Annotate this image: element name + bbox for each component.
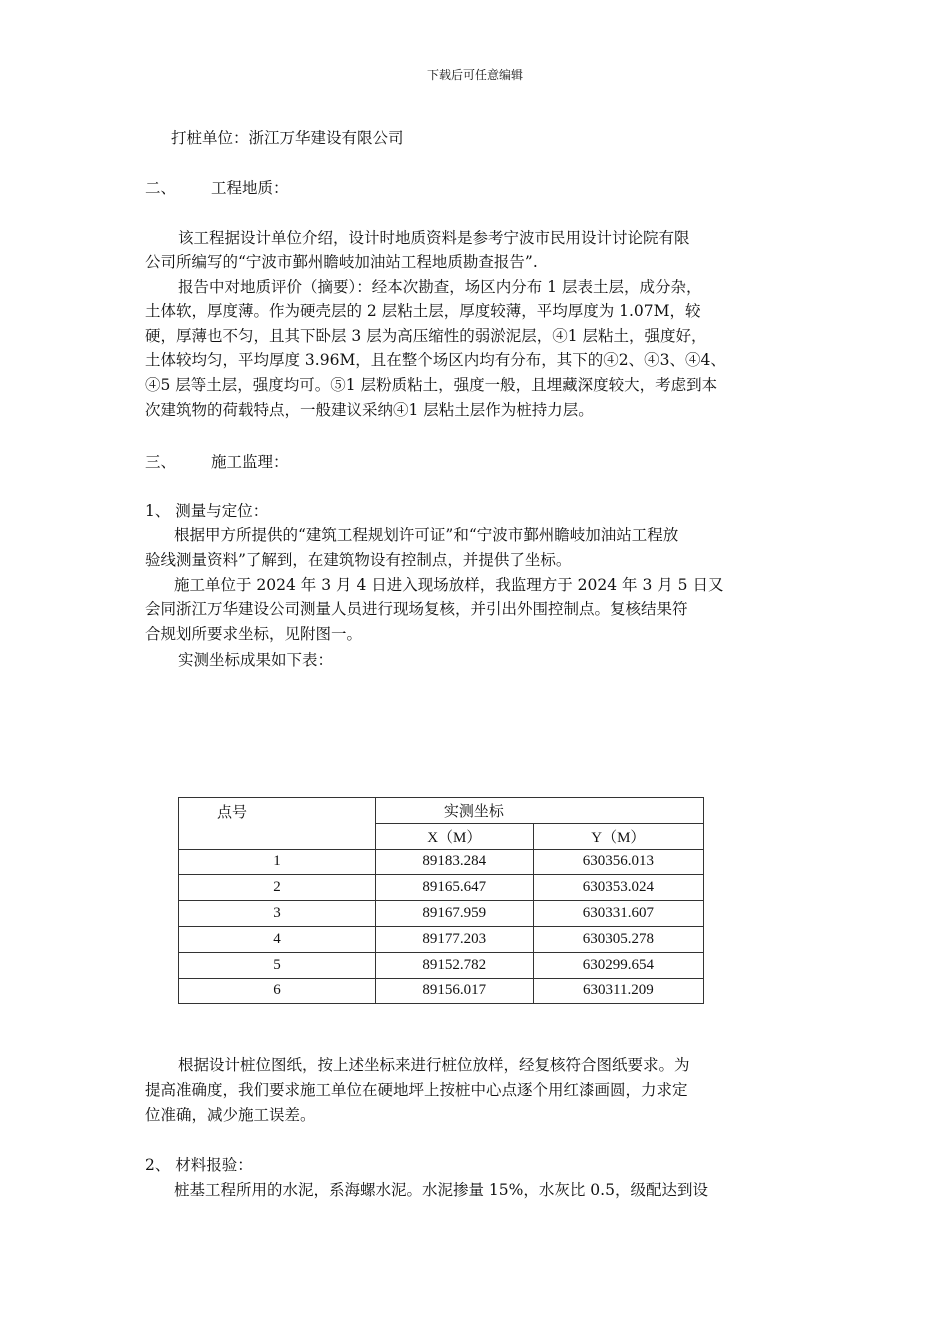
survey-p1-line1: 根据甲方所提供的“建筑工程规划许可证”和“宁波市鄞州瞻岐加油站工程放 <box>174 526 679 544</box>
cell-x: 89167.959 <box>375 901 533 927</box>
layout-p-line1: 根据设计桩位图纸，按上述坐标来进行桩位放样，经复核符合图纸要求。为 <box>178 1056 690 1074</box>
cell-y: 630331.607 <box>533 901 703 927</box>
cell-y: 630311.209 <box>533 978 703 1004</box>
survey-p2-line1: 施工单位于 2024 年 3 月 4 日进入现场放样，我监理方于 2024 年 3 月 5 日又 <box>174 576 724 594</box>
cell-y: 630299.654 <box>533 952 703 978</box>
table-row <box>179 849 704 875</box>
geo-p1-line1: 该工程据设计单位介绍，设计时地质资料是参考宁波市民用设计讨论院有限 <box>178 229 690 247</box>
header-measured-coordinates: 实测坐标 <box>375 798 703 824</box>
header-y: Y（M） <box>533 823 703 849</box>
material-p-line1: 桩基工程所用的水泥，系海螺水泥。水泥掺量 15%，水灰比 0.5，级配达到设 <box>174 1181 708 1199</box>
cell-x: 89183.284 <box>375 849 533 875</box>
header-x: X（M） <box>375 823 533 849</box>
table-row <box>179 926 704 952</box>
item-2-heading: 2、 材料报验： <box>145 1156 253 1174</box>
geo-p2-line2: 土体软，厚度薄。作为硬壳层的 2 层粘土层，厚度较薄，平均厚度为 1.07M，较 <box>145 302 701 320</box>
table-row <box>179 978 704 1004</box>
section-2-title: 工程地质： <box>211 179 289 197</box>
cell-x: 89165.647 <box>375 875 533 901</box>
table-row <box>179 901 704 927</box>
cell-x: 89152.782 <box>375 952 533 978</box>
geo-p2-line4: 土体较均匀，平均厚度 3.96M，且在整个场区内均有分布，其下的④2、④3、④4、 <box>145 351 726 369</box>
survey-p2-line2: 会同浙江万华建设公司测量人员进行现场复核，并引出外围控制点。复核结果符 <box>145 600 688 618</box>
table-row <box>179 952 704 978</box>
layout-p-line3: 位准确，减少施工误差。 <box>145 1106 316 1124</box>
table-header-row <box>179 798 704 824</box>
cell-point: 2 <box>179 875 376 901</box>
survey-p2-line3: 合规划所要求坐标，见附图一。 <box>145 625 363 643</box>
cell-point: 5 <box>179 952 376 978</box>
cell-y: 630353.024 <box>533 875 703 901</box>
geo-p2-line6: 次建筑物的荷载特点，一般建议采纳④1 层粘土层作为桩持力层。 <box>145 401 594 419</box>
geo-p1-line2: 公司所编写的“宁波市鄞州瞻岐加油站工程地质勘查报告”. <box>145 253 538 271</box>
geo-p2-line5: ④5 层等土层，强度均可。⑤1 层粉质粘土，强度一般，且埋藏深度较大，考虑到本 <box>145 376 718 394</box>
section-2-number: 二、 <box>145 179 177 197</box>
cell-point: 6 <box>179 978 376 1004</box>
item-1-heading: 1、 测量与定位： <box>145 502 269 520</box>
coordinate-table <box>178 797 704 1004</box>
cell-y: 630356.013 <box>533 849 703 875</box>
cell-point: 4 <box>179 926 376 952</box>
cell-point: 1 <box>179 849 376 875</box>
cell-point: 3 <box>179 901 376 927</box>
section-3-title: 施工监理： <box>211 453 289 471</box>
section-3-number: 三、 <box>145 453 177 471</box>
layout-p-line2: 提高准确度，我们要求施工单位在硬地坪上按桩中心点逐个用红漆画圆，力求定 <box>145 1081 688 1099</box>
table-intro: 实测坐标成果如下表： <box>178 651 334 669</box>
geo-p2-line1: 报告中对地质评价（摘要）：经本次勘查，场区内分布 1 层表土层，成分杂， <box>178 278 702 296</box>
cell-y: 630305.278 <box>533 926 703 952</box>
contractor-line: 打桩单位：浙江万华建设有限公司 <box>171 129 404 147</box>
cell-x: 89177.203 <box>375 926 533 952</box>
cell-x: 89156.017 <box>375 978 533 1004</box>
survey-p1-line2: 验线测量资料”了解到，在建筑物设有控制点，并提供了坐标。 <box>145 551 572 569</box>
geo-p2-line3: 硬，厚薄也不匀，且其下卧层 3 层为高压缩性的弱淤泥层，④1 层粘土，强度好， <box>145 327 707 345</box>
page-header: 下载后可任意编辑 <box>426 68 523 82</box>
header-point-number: 点号 <box>179 798 376 850</box>
table-row <box>179 875 704 901</box>
